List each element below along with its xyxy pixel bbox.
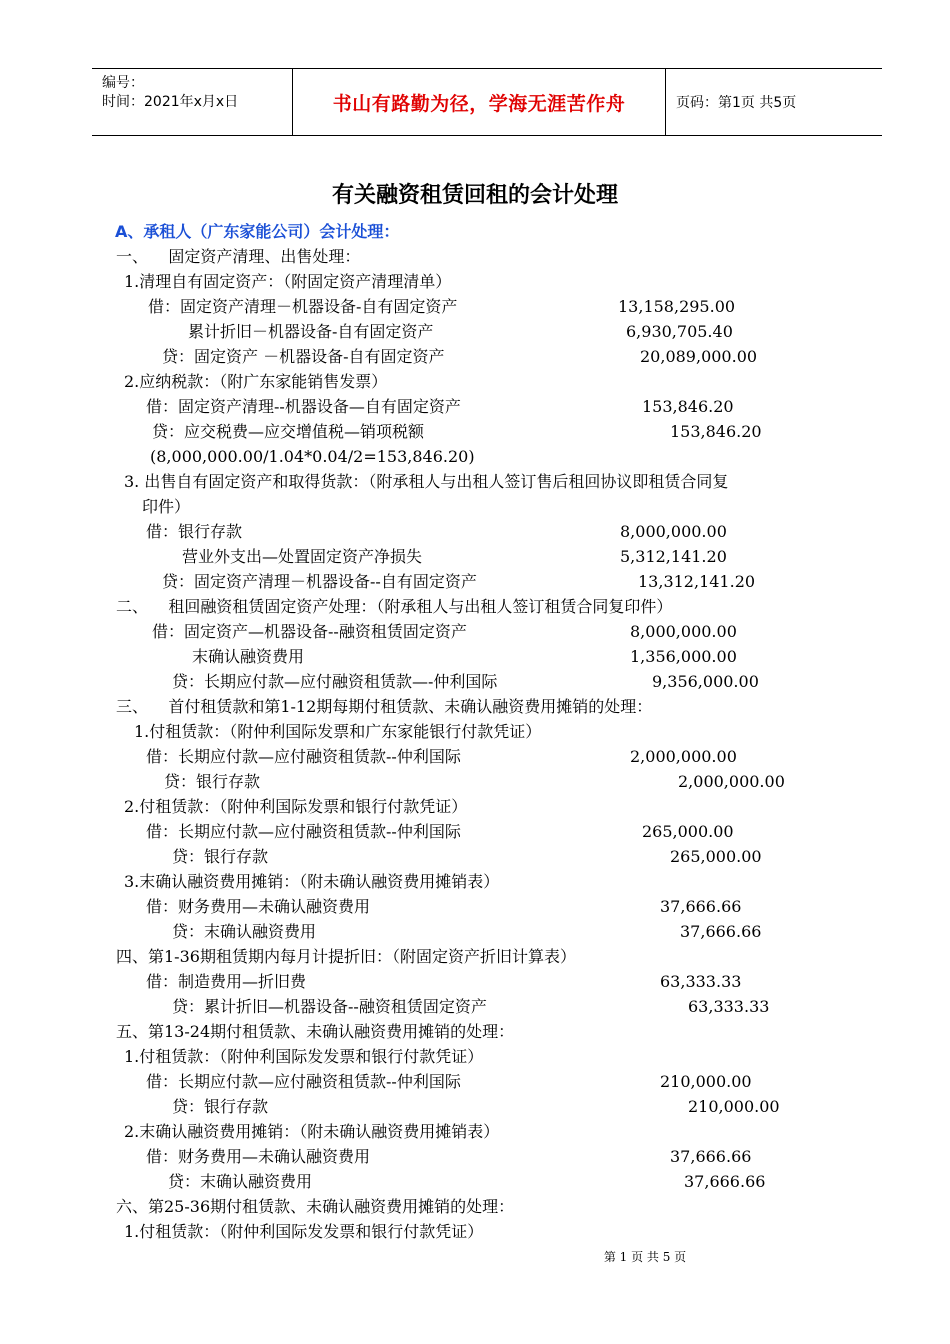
amount: 63,333.33 — [660, 972, 742, 991]
journal-line: 贷：应交税费—应交增值税—销项税额 — [152, 422, 425, 441]
amount: 8,000,000.00 — [620, 522, 727, 541]
document-time-label: 时间：2021年x月x日 — [102, 94, 239, 110]
amount: 37,666.66 — [660, 897, 742, 916]
journal-line: 贷：长期应付款—应付融资租赁款—-仲利国际 — [172, 672, 498, 691]
header-motto-cell — [293, 69, 666, 135]
section-heading-lessee: A、承租人（广东家能公司）会计处理： — [115, 222, 400, 241]
amount: 2,000,000.00 — [630, 747, 737, 766]
journal-line: 贷：固定资产清理－机器设备--自有固定资产 — [162, 572, 477, 591]
entry-heading: 2.末确认融资费用摊销：（附未确认融资费用摊销表） — [124, 1122, 500, 1141]
amount: 265,000.00 — [642, 822, 734, 841]
journal-line: 贷：固定资产 －机器设备-自有固定资产 — [162, 347, 445, 366]
amount: 5,312,141.20 — [620, 547, 727, 566]
journal-line: 贷：累计折旧—机器设备--融资租赁固定资产 — [172, 997, 487, 1016]
entry-heading: 3. 出售自有固定资产和取得货款：（附承租人与出租人签订售后租回协议即租赁合同复 — [124, 472, 729, 491]
section-heading-2: 二、 租回融资租赁固定资产处理：（附承租人与出租人签订租赁合同复印件） — [116, 597, 673, 616]
entry-heading: 1.付租赁款：（附仲利国际发票和广东家能银行付款凭证） — [134, 722, 542, 741]
journal-line: 累计折旧－机器设备-自有固定资产 — [188, 322, 434, 341]
amount: 153,846.20 — [670, 422, 762, 441]
header-table — [92, 68, 882, 136]
journal-line: 贷：末确认融资费用 — [172, 922, 317, 941]
entry-heading: 3.末确认融资费用摊销：（附未确认融资费用摊销表） — [124, 872, 500, 891]
journal-line: 贷：银行存款 — [172, 847, 269, 866]
journal-line: 贷：末确认融资费用 — [168, 1172, 313, 1191]
amount: 2,000,000.00 — [678, 772, 785, 791]
header-page-cell — [666, 69, 882, 135]
amount: 8,000,000.00 — [630, 622, 737, 641]
entry-heading: 2.付租赁款：（附仲利国际发票和银行付款凭证） — [124, 797, 468, 816]
entry-heading: 1.付租赁款：（附仲利国际发发票和银行付款凭证） — [124, 1047, 484, 1066]
amount: 9,356,000.00 — [652, 672, 759, 691]
amount: 20,089,000.00 — [640, 347, 758, 366]
journal-line: 借：银行存款 — [146, 522, 243, 541]
amount: 210,000.00 — [688, 1097, 780, 1116]
journal-line: 借：固定资产清理－机器设备-自有固定资产 — [148, 297, 458, 316]
amount: 37,666.66 — [670, 1147, 752, 1166]
amount: 13,158,295.00 — [618, 297, 736, 316]
amount: 37,666.66 — [684, 1172, 766, 1191]
amount: 13,312,141.20 — [638, 572, 756, 591]
entry-heading: 2.应纳税款：（附广东家能销售发票） — [124, 372, 388, 391]
section-heading-6: 六、第25-36期付租赁款、未确认融资费用摊销的处理： — [116, 1197, 515, 1216]
journal-line: 借：制造费用—折旧费 — [146, 972, 307, 991]
amount: 265,000.00 — [670, 847, 762, 866]
section-heading-3: 三、 首付租赁款和第1-12期每期付租赁款、未确认融资费用摊销的处理： — [116, 697, 653, 716]
calculation-note: (8,000,000.00/1.04*0.04/2=153,846.20) — [150, 447, 475, 466]
journal-line: 末确认融资费用 — [192, 647, 305, 666]
journal-line: 贷：银行存款 — [164, 772, 261, 791]
journal-line: 借：财务费用—未确认融资费用 — [146, 897, 371, 916]
journal-line: 借：固定资产—机器设备--融资租赁固定资产 — [152, 622, 467, 641]
header-meta-cell — [92, 69, 293, 135]
header-page-number: 页码：第1页 共5页 — [676, 95, 797, 111]
journal-line: 贷：银行存款 — [172, 1097, 269, 1116]
amount: 63,333.33 — [688, 997, 770, 1016]
header-motto: 书山有路勤为径，学海无涯苦作舟 — [332, 92, 626, 115]
entry-heading: 1.付租赁款：（附仲利国际发发票和银行付款凭证） — [124, 1222, 484, 1241]
amount: 6,930,705.40 — [626, 322, 733, 341]
amount: 37,666.66 — [680, 922, 762, 941]
amount: 153,846.20 — [642, 397, 734, 416]
journal-line: 借：长期应付款—应付融资租赁款--仲利国际 — [146, 1072, 461, 1091]
section-heading-1: 一、 固定资产清理、出售处理： — [116, 247, 361, 266]
amount: 210,000.00 — [660, 1072, 752, 1091]
amount: 1,356,000.00 — [630, 647, 737, 666]
entry-heading-continued: 印件） — [142, 497, 191, 516]
entry-heading: 1.清理自有固定资产：（附固定资产清理清单） — [124, 272, 452, 291]
journal-line: 借：固定资产清理--机器设备—自有固定资产 — [146, 397, 461, 416]
journal-line: 营业外支出—处置固定资产净损失 — [182, 547, 423, 566]
journal-line: 借：长期应付款—应付融资租赁款--仲利国际 — [146, 822, 461, 841]
section-heading-4: 四、第1-36期租赁期内每月计提折旧：（附固定资产折旧计算表） — [116, 947, 576, 966]
document-number-label: 编号： — [102, 75, 144, 91]
page-footer: 第 1 页 共 5 页 — [603, 1250, 687, 1264]
journal-line: 借：长期应付款—应付融资租赁款--仲利国际 — [146, 747, 461, 766]
section-heading-5: 五、第13-24期付租赁款、未确认融资费用摊销的处理： — [116, 1022, 515, 1041]
document-title: 有关融资租赁回租的会计处理 — [331, 183, 618, 208]
journal-line: 借：财务费用—未确认融资费用 — [146, 1147, 371, 1166]
